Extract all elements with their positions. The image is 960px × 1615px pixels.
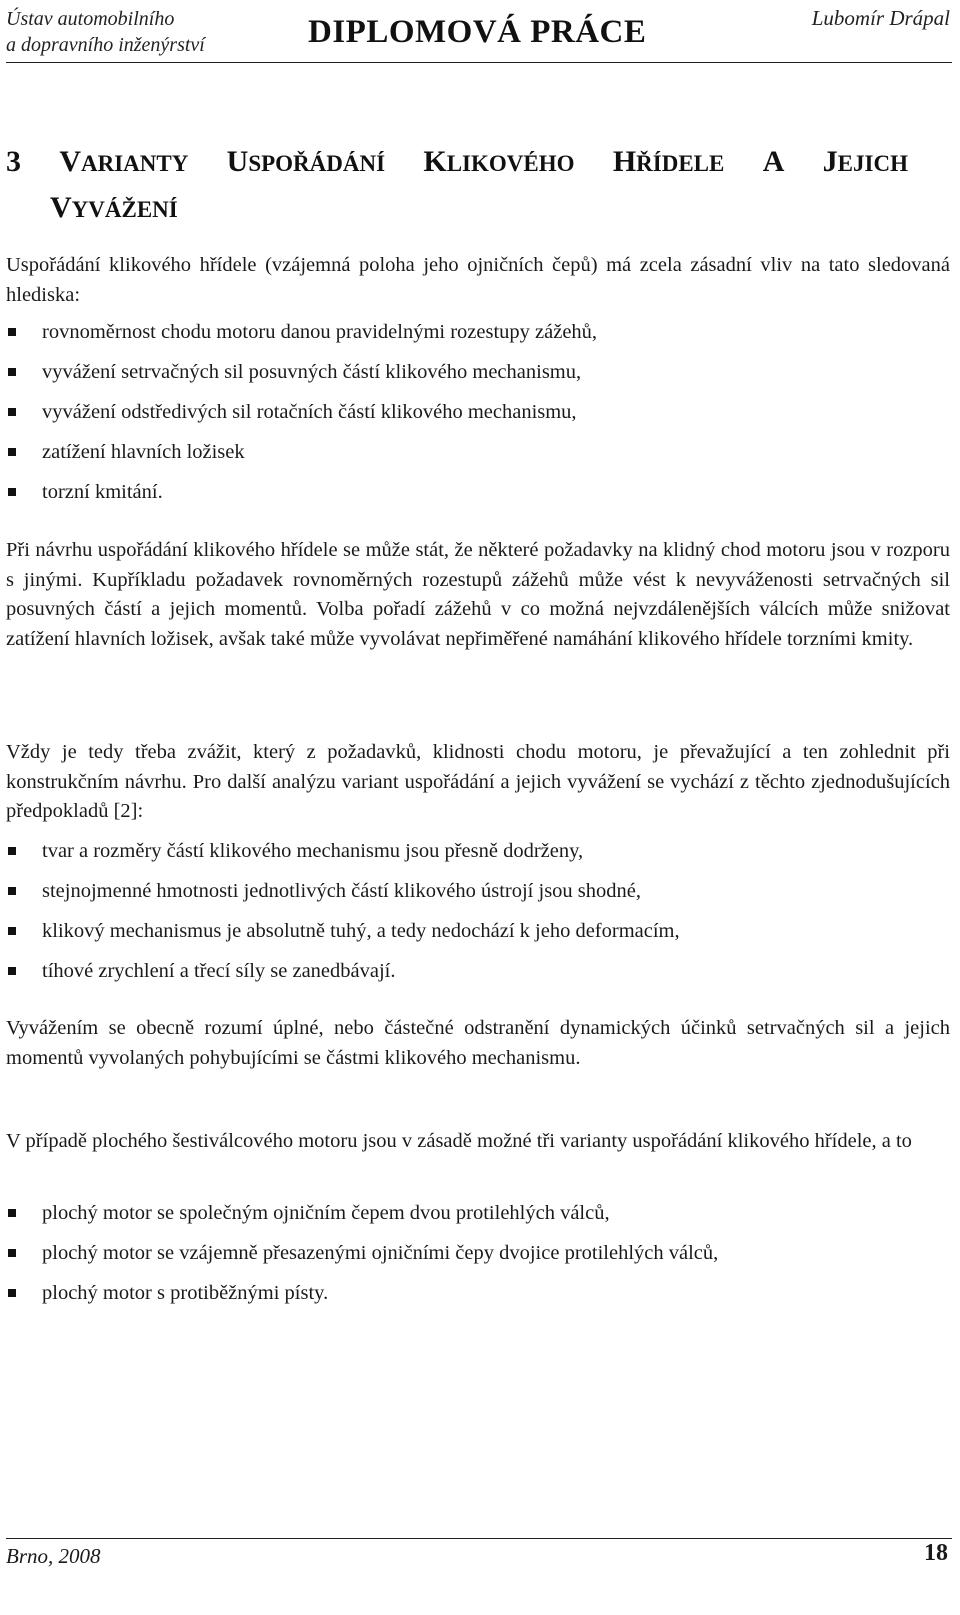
- list-item: rovnoměrnost chodu motoru danou pravidelnými rozestupy zážehů,: [6, 317, 950, 357]
- bullet-square-icon: [8, 887, 16, 895]
- institute-line-2: a dopravního inženýrství: [6, 34, 205, 56]
- chapter-word-1: VARIANTY: [59, 145, 189, 178]
- paragraph-design-conflicts: Při návrhu uspořádání klikového hřídele se může stát, že některé požadavky na klidný chod motoru jsou v rozporu s jinými. Kupříkladu požadavek rovnoměrných rozestupů zážehů může vést k nevyváženosti setrvačných sil posuvných částí a jejich momentů. Volba pořadí zážehů v co možná nejvzdálenějších válcích může snižovat zatížení hlavních ložisek, avšak také může vyvolávat nepřiměřené namáhání klikového hřídele torzními kmity.: [6, 539, 950, 650]
- list-item: tíhové zrychlení a třecí síly se zanedbávají.: [6, 956, 950, 996]
- chapter-word-4: HŘÍDELE: [612, 145, 725, 178]
- footer-divider: [6, 1538, 952, 1539]
- footer-place-date: Brno, 2008: [6, 1544, 101, 1568]
- institute-line-1: Ústav automobilního: [6, 8, 175, 30]
- bullet-square-icon: [8, 488, 16, 496]
- bullet-square-icon: [8, 927, 16, 935]
- paragraph-balancing-definition: Vyvážením se obecně rozumí úplné, nebo částečné odstranění dynamických účinků setrvačných sil a jejich momentů vyvolaných pohybujícími se částmi klikového mechanismu.: [6, 1017, 950, 1069]
- page-header: [6, 0, 956, 60]
- chapter-word-5: A: [762, 145, 785, 178]
- assumptions-list: [6, 836, 950, 996]
- bullet-square-icon: [8, 408, 16, 416]
- chapter-number: 3: [6, 145, 21, 178]
- intro-paragraph: [6, 251, 950, 310]
- list-item: plochý motor se společným ojničním čepem dvou protilehlých válců,: [6, 1198, 950, 1238]
- chapter-word-2: USPOŘÁDÁNÍ: [226, 145, 386, 178]
- chapter-word-3: KLIKOVÉHO: [423, 145, 575, 178]
- chapter-word-6: JEJICH: [822, 145, 908, 178]
- bullet-square-icon: [8, 967, 16, 975]
- criteria-list: [6, 317, 950, 517]
- bullet-square-icon: [8, 368, 16, 376]
- list-item: zatížení hlavních ložisek: [6, 437, 950, 477]
- chapter-word-7: VYVÁŽENÍ: [50, 191, 178, 224]
- bullet-square-icon: [8, 448, 16, 456]
- list-item: vyvážení odstředivých sil rotačních částí klikového mechanismu,: [6, 397, 950, 437]
- list-item: plochý motor se vzájemně přesazenými ojničními čepy dvojice protilehlých válců,: [6, 1238, 950, 1278]
- variants-list: [6, 1198, 950, 1318]
- list-item: torzní kmitání.: [6, 477, 950, 517]
- chapter-heading-line-2: [6, 186, 952, 232]
- intro-text: Uspořádání klikového hřídele (vzájemná poloha jeho ojničních čepů) má zcela zásadní vliv na tato sledovaná hlediska:: [6, 254, 950, 306]
- author-name: Lubomír Drápal: [811, 6, 950, 30]
- bullet-square-icon: [8, 847, 16, 855]
- document-type-title: DIPLOMOVÁ PRÁCE: [308, 14, 647, 50]
- bullet-square-icon: [8, 328, 16, 336]
- list-item: stejnojmenné hmotnosti jednotlivých částí klikového ústrojí jsou shodné,: [6, 876, 950, 916]
- institute-name: [6, 6, 205, 58]
- chapter-heading-line-1: [6, 140, 908, 186]
- list-item: plochý motor s protiběžnými písty.: [6, 1278, 950, 1318]
- paragraph-flat-six: V případě plochého šestiválcového motoru jsou v zásadě možné tři varianty uspořádání klikového hřídele, a to: [6, 1130, 912, 1152]
- list-item: tvar a rozměry částí klikového mechanismu jsou přesně dodrženy,: [6, 836, 950, 876]
- bullet-square-icon: [8, 1289, 16, 1297]
- list-item: vyvážení setrvačných sil posuvných částí klikového mechanismu,: [6, 357, 950, 397]
- page-number: 18: [924, 1540, 948, 1566]
- bullet-square-icon: [8, 1209, 16, 1217]
- bullet-square-icon: [8, 1249, 16, 1257]
- paragraph-assumptions: Vždy je tedy třeba zvážit, který z požadavků, klidnosti chodu motoru, je převažující a ten zohlednit při konstrukčním návrhu. Pro další analýzu variant uspořádání a jejich vyvážení se vychází z těchto zjednodušujících předpokladů [2]:: [6, 741, 950, 822]
- chapter-heading: [6, 140, 952, 232]
- header-divider: [6, 62, 952, 63]
- list-item: klikový mechanismus je absolutně tuhý, a tedy nedochází k jeho deformacím,: [6, 916, 950, 956]
